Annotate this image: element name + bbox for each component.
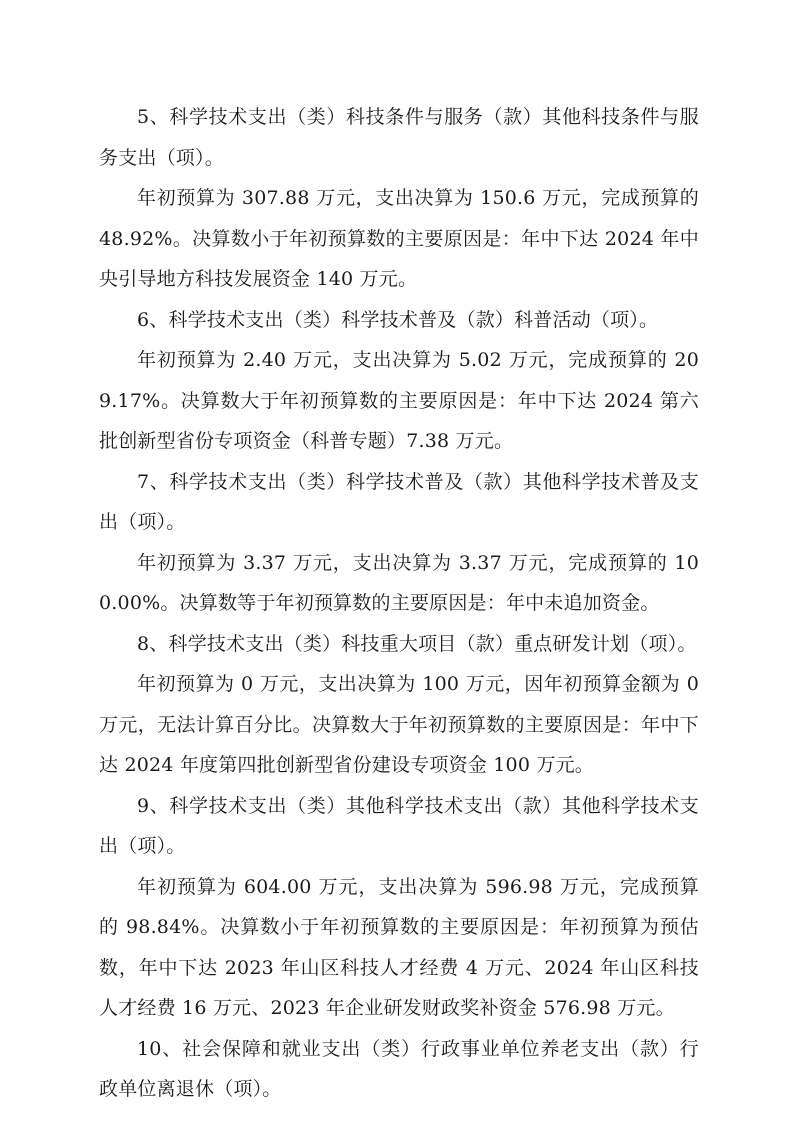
document-body xyxy=(99,97,699,1110)
paragraph-heading-6: 6、科学技术支出（类）科学技术普及（款）科普活动（项）。 xyxy=(137,308,659,331)
paragraph-body-7: 年初预算为 3.37 万元，支出决算为 3.37 万元，完成预算的 100.00%。决算数等于年初预算数的主要原因是：年中未追加资金。 xyxy=(99,551,699,614)
paragraph-body-6: 年初预算为 2.40 万元，支出决算为 5.02 万元，完成预算的 209.17%。决算数大于年初预算数的主要原因是：年中下达 2024 第六批创新型省份专项资金（科普专题）7.38 万元。 xyxy=(99,349,699,452)
paragraph-body-5: 年初预算为 307.88 万元，支出决算为 150.6 万元，完成预算的 48.92%。决算数小于年初预算数的主要原因是：年中下达 2024 年中央引导地方科技发展资金 140 万元。 xyxy=(99,187,699,290)
paragraph-body-9: 年初预算为 604.00 万元，支出决算为 596.98 万元，完成预算的 98.84%。决算数小于年初预算数的主要原因是：年初预算为预估数，年中下达 2023 年山区科技人才经费 4 万元、2024 年山区科技人才经费 16 万元、2023 年企业研发财政奖补资金 576.98 万元。 xyxy=(99,875,699,1019)
paragraph-heading-9: 9、科学技术支出（类）其他科学技术支出（款）其他科学技术支出（项）。 xyxy=(99,794,699,857)
paragraph-heading-5: 5、科学技术支出（类）科技条件与服务（款）其他科技条件与服务支出（项）。 xyxy=(99,106,699,169)
paragraph-heading-7: 7、科学技术支出（类）科学技术普及（款）其他科学技术普及支出（项）。 xyxy=(99,470,699,533)
paragraph-body-8: 年初预算为 0 万元，支出决算为 100 万元，因年初预算金额为 0 万元，无法计算百分比。决算数大于年初预算数的主要原因是：年中下达 2024 年度第四批创新型省份建设专项资金 100 万元。 xyxy=(99,673,699,776)
paragraph-heading-8: 8、科学技术支出（类）科技重大项目（款）重点研发计划（项）。 xyxy=(137,632,697,655)
paragraph-heading-10: 10、社会保障和就业支出（类）行政事业单位养老支出（款）行政单位离退休（项）。 xyxy=(99,1037,699,1100)
